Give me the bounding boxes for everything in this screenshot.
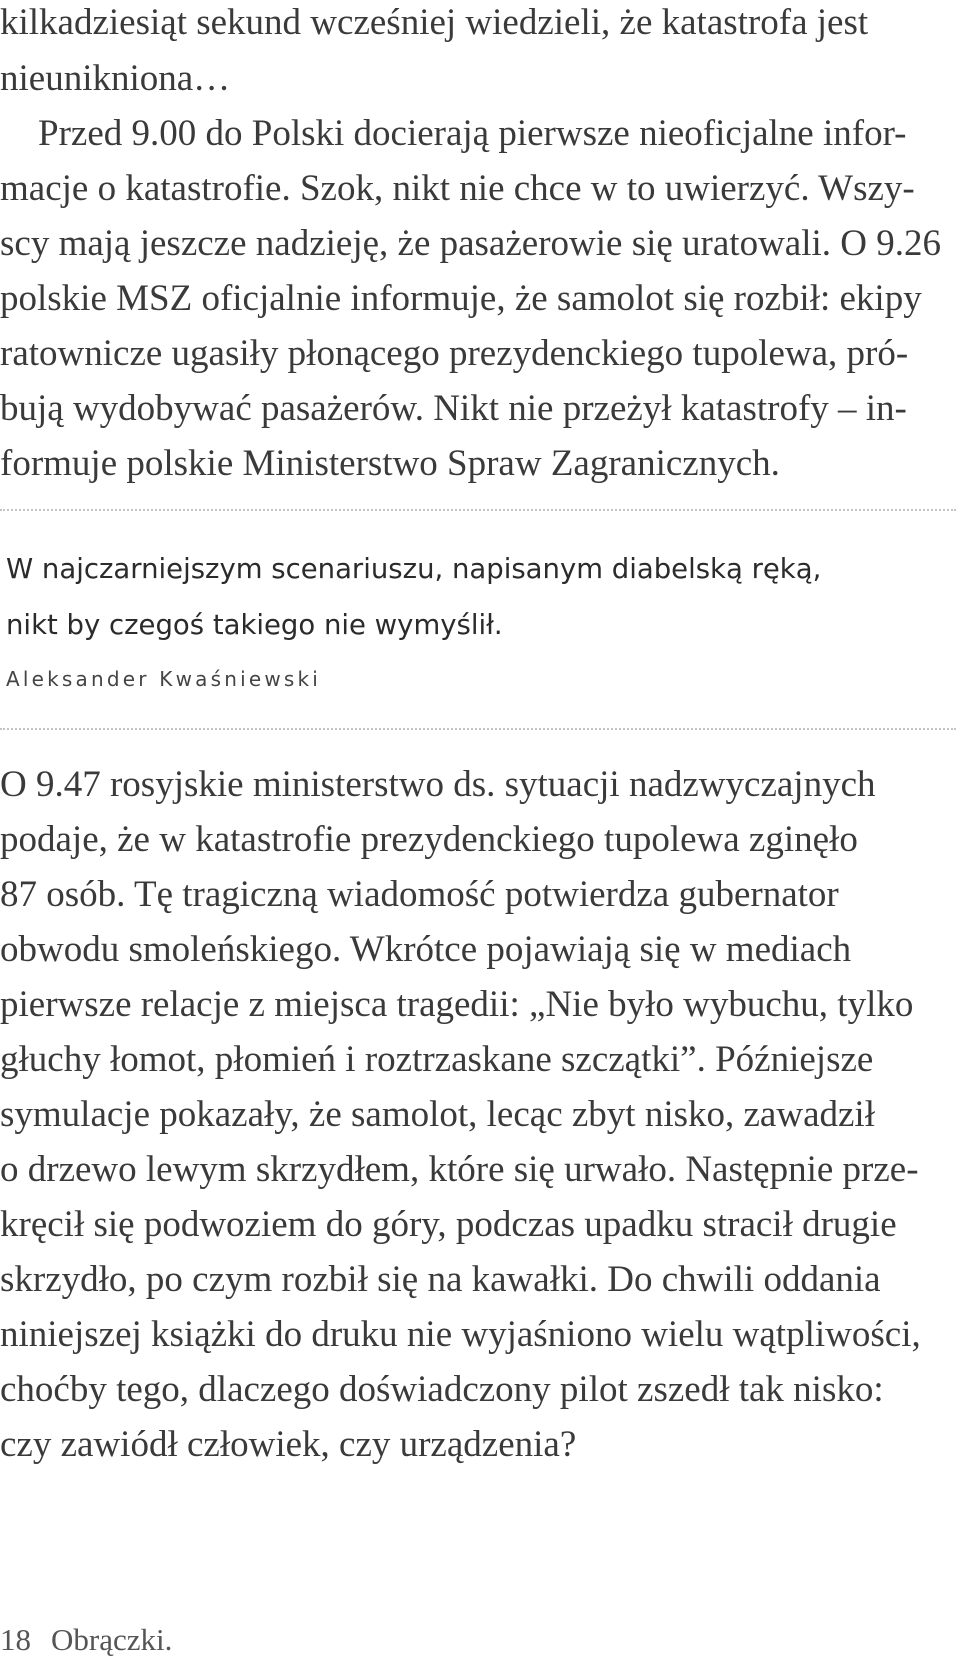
text-line: formuje polskie Ministerstwo Spraw Zagranicznych.	[0, 443, 780, 484]
text-line: symulacje pokazały, że samolot, lecąc zbyt nisko, zawadził	[0, 1094, 875, 1135]
running-title: Obrączki.	[51, 1622, 173, 1657]
text-line: skrzydło, po czym rozbił się na kawałki. Do chwili oddania	[0, 1259, 881, 1300]
text-line: macje o katastrofie. Szok, nikt nie chce w to uwierzyć. Wszy-	[0, 168, 915, 209]
text-line: czy zawiódł człowiek, czy urządzenia?	[0, 1424, 577, 1465]
dotted-divider-top	[0, 509, 956, 511]
quote-line: W najczarniejszym scenariuszu, napisanym diabelską ręką,	[6, 553, 822, 585]
quote-author: Aleksander Kwaśniewski	[6, 667, 322, 691]
text-line: niniejszej książki do druku nie wyjaśniono wielu wątpliwości,	[0, 1314, 921, 1355]
text-line: O 9.47 rosyjskie ministerstwo ds. sytuacji nadzwyczajnych	[0, 764, 876, 805]
text-line: scy mają jeszcze nadzieję, że pasażerowie się uratowali. O 9.26	[0, 223, 941, 264]
dotted-divider-bottom	[0, 728, 956, 730]
text-line: ratownicze ugasiły płonącego prezydenckiego tupolewa, pró-	[0, 333, 909, 374]
text-line: nieuniknionа…	[0, 58, 231, 99]
page-number: 18	[0, 1622, 31, 1657]
text-line: o drzewo lewym skrzydłem, które się urwało. Następnie prze-	[0, 1149, 919, 1190]
text-line: głuchy łomot, płomień i roztrzaskane szczątki”. Późniejsze	[0, 1039, 874, 1080]
text-line: kręcił się podwoziem do góry, podczas upadku stracił drugie	[0, 1204, 897, 1245]
text-line: obwodu smoleńskiego. Wkrótce pojawiają się w mediach	[0, 929, 852, 970]
text-line: polskie MSZ oficjalnie informuje, że samolot się rozbił: ekipy	[0, 278, 922, 319]
page-footer	[0, 1620, 172, 1660]
text-line: choćby tego, dlaczego doświadczony pilot zszedł tak nisko:	[0, 1369, 884, 1410]
text-line: Przed 9.00 do Polski docierają pierwsze nieoficjalne infor-	[38, 113, 907, 154]
text-line: podaje, że w katastrofie prezydenckiego tupolewa zginęło	[0, 819, 858, 860]
text-line: kilkadziesiąt sekund wcześniej wiedzieli, że katastrofa jest	[0, 2, 869, 43]
text-line: bują wydobywać pasażerów. Nikt nie przeżył katastrofy – in-	[0, 388, 907, 429]
text-line: pierwsze relacje z miejsca tragedii: „Nie było wybuchu, tylko	[0, 984, 914, 1025]
quote-line: nikt by czegoś takiego nie wymyślił.	[6, 609, 503, 641]
text-line: 87 osób. Tę tragiczną wiadomość potwierdza gubernator	[0, 874, 839, 915]
